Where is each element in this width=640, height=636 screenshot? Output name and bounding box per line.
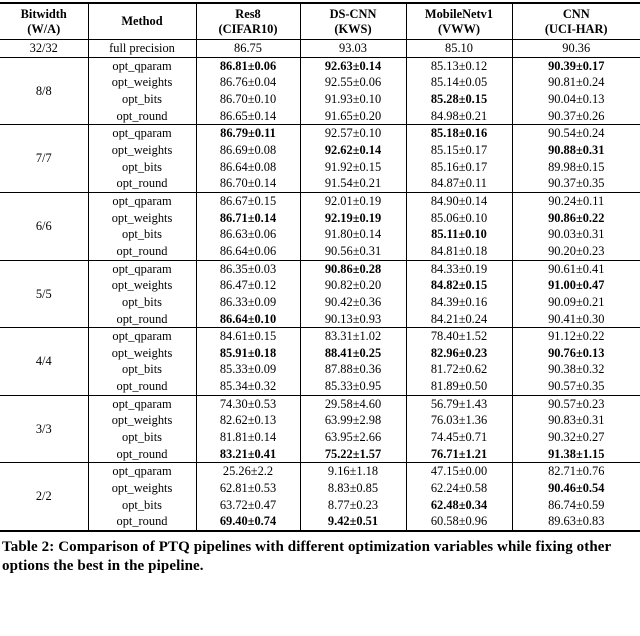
- value-cell: 86.75: [196, 40, 300, 58]
- value-cell: 90.37±0.35: [548, 176, 605, 191]
- value-cell: 90.36: [512, 40, 640, 58]
- method-cell: full precision: [88, 40, 196, 58]
- value-cell: 92.63±0.14: [300, 57, 406, 74]
- value-cell: 63.95±2.66: [300, 429, 406, 446]
- method-cell: opt_bits: [88, 226, 196, 243]
- table-row: [0, 311, 640, 328]
- value-cell: 90.54±0.24: [512, 125, 640, 142]
- table-row: [0, 328, 640, 345]
- method-cell: opt_bits: [88, 429, 196, 446]
- table-row: [0, 361, 640, 378]
- table-row: [0, 429, 640, 446]
- column-header-line: (UCI-HAR): [544, 21, 608, 36]
- value-cell: 86.76±0.04: [196, 74, 300, 91]
- value-cell: 85.34±0.32: [196, 378, 300, 395]
- value-cell: 85.14±0.05: [406, 74, 512, 91]
- value-cell: 84.90±0.14: [406, 192, 512, 209]
- method-cell: opt_round: [88, 311, 196, 328]
- method-cell: opt_bits: [88, 159, 196, 176]
- value-cell: 91.92±0.15: [300, 159, 406, 176]
- value-cell: 90.86±0.28: [300, 260, 406, 277]
- value-cell: 91.65±0.20: [300, 108, 406, 125]
- method-cell: opt_weights: [88, 412, 196, 429]
- table-row: [0, 378, 640, 395]
- value-cell: 91.12±0.22: [512, 328, 640, 345]
- value-cell: 62.48±0.34: [406, 497, 512, 514]
- value-cell: 86.71±0.14: [196, 210, 300, 227]
- method-cell: opt_weights: [88, 142, 196, 159]
- value-cell: 86.67±0.15: [196, 192, 300, 209]
- value-cell: 90.24±0.11: [512, 192, 640, 209]
- value-cell: 84.87±0.11: [406, 175, 512, 192]
- value-cell: 85.91±0.18: [196, 345, 300, 362]
- column-header: [88, 3, 196, 40]
- table-row: [0, 57, 640, 74]
- value-cell: 85.28±0.15: [406, 91, 512, 108]
- value-cell: 92.01±0.19: [300, 192, 406, 209]
- method-cell: opt_round: [88, 108, 196, 125]
- column-header: [0, 3, 88, 40]
- column-header: [406, 3, 512, 40]
- value-cell: 76.71±1.21: [406, 446, 512, 463]
- value-cell: 86.33±0.09: [196, 294, 300, 311]
- method-cell: opt_bits: [88, 497, 196, 514]
- value-cell: 86.81±0.06: [196, 57, 300, 74]
- value-cell: 82.71±0.76: [512, 463, 640, 480]
- value-cell: 91.54±0.21: [300, 175, 406, 192]
- bitwidth-cell: 7/7: [0, 125, 88, 193]
- value-cell: 86.64±0.06: [196, 243, 300, 260]
- method-cell: opt_bits: [88, 91, 196, 108]
- value-cell: 85.18±0.16: [406, 125, 512, 142]
- table-row: [0, 210, 640, 227]
- value-cell: 29.58±4.60: [300, 395, 406, 412]
- value-cell: 88.41±0.25: [300, 345, 406, 362]
- value-cell: 81.81±0.14: [196, 429, 300, 446]
- table-row: [0, 40, 640, 58]
- value-cell: 85.33±0.09: [196, 361, 300, 378]
- column-header-line: CNN: [562, 7, 590, 21]
- value-cell: 92.19±0.19: [300, 210, 406, 227]
- table-row: [0, 497, 640, 514]
- value-cell: 25.26±2.2: [196, 463, 300, 480]
- table-row: [0, 412, 640, 429]
- method-cell: opt_round: [88, 243, 196, 260]
- method-cell: opt_bits: [88, 361, 196, 378]
- column-header: [196, 3, 300, 40]
- table-row: [0, 91, 640, 108]
- table-row: [0, 226, 640, 243]
- value-cell: 84.21±0.24: [406, 311, 512, 328]
- value-cell: 78.40±1.52: [406, 328, 512, 345]
- value-cell: 86.64±0.08: [196, 159, 300, 176]
- value-cell: 90.76±0.13: [548, 345, 605, 360]
- table-row: [0, 125, 640, 142]
- table-row: [0, 294, 640, 311]
- table-row: [0, 480, 640, 497]
- table-row: [0, 159, 640, 176]
- table-row: [0, 260, 640, 277]
- column-header-line: MobileNetv1: [424, 7, 494, 21]
- value-cell: 92.62±0.14: [300, 142, 406, 159]
- table-row: [0, 74, 640, 91]
- table-caption: Table 2: Comparison of PTQ pipelines with different optimization variables while fixing other options the best in the pipeline.: [2, 539, 612, 574]
- column-header-line: Method: [121, 14, 163, 29]
- method-cell: opt_qparam: [88, 463, 196, 480]
- value-cell: 86.65±0.14: [196, 108, 300, 125]
- value-cell: 90.88±0.31: [548, 142, 605, 157]
- value-cell: 90.46±0.54: [548, 481, 605, 496]
- value-cell: 87.88±0.36: [300, 361, 406, 378]
- column-header-line: (VWW): [438, 21, 480, 36]
- method-cell: opt_weights: [88, 345, 196, 362]
- method-cell: opt_weights: [88, 210, 196, 227]
- value-cell: 90.09±0.21: [548, 294, 605, 309]
- header-row: [0, 3, 640, 40]
- value-cell: 90.42±0.36: [300, 294, 406, 311]
- column-header-line: Res8: [235, 7, 261, 21]
- value-cell: 86.35±0.03: [196, 260, 300, 277]
- value-cell: 91.00±0.47: [548, 278, 605, 293]
- value-cell: 91.93±0.10: [300, 91, 406, 108]
- table-row: [0, 395, 640, 412]
- table-row: [0, 142, 640, 159]
- table-row: [0, 243, 640, 260]
- column-header-line: (CIFAR10): [218, 21, 278, 36]
- value-cell: 85.06±0.10: [406, 210, 512, 227]
- value-cell: 90.38±0.32: [548, 362, 605, 377]
- value-cell: 92.55±0.06: [300, 74, 406, 91]
- value-cell: 90.57±0.35: [548, 379, 605, 394]
- value-cell: 86.74±0.59: [548, 497, 605, 512]
- value-cell: 85.16±0.17: [406, 159, 512, 176]
- value-cell: 90.20±0.23: [548, 243, 605, 258]
- value-cell: 86.63±0.06: [196, 226, 300, 243]
- value-cell: 8.77±0.23: [300, 497, 406, 514]
- method-cell: opt_qparam: [88, 125, 196, 142]
- value-cell: 84.39±0.16: [406, 294, 512, 311]
- value-cell: 9.16±1.18: [300, 463, 406, 480]
- value-cell: 62.24±0.58: [406, 480, 512, 497]
- bitwidth-cell: 2/2: [0, 463, 88, 531]
- value-cell: 90.81±0.24: [548, 75, 605, 90]
- value-cell: 91.80±0.14: [300, 226, 406, 243]
- value-cell: 9.42±0.51: [300, 513, 406, 531]
- table-header: [0, 3, 640, 40]
- method-cell: opt_qparam: [88, 328, 196, 345]
- value-cell: 83.21±0.41: [196, 446, 300, 463]
- value-cell: 81.89±0.50: [406, 378, 512, 395]
- value-cell: 82.62±0.13: [196, 412, 300, 429]
- method-cell: opt_round: [88, 378, 196, 395]
- value-cell: 86.70±0.14: [196, 175, 300, 192]
- value-cell: 86.64±0.10: [196, 311, 300, 328]
- method-cell: opt_qparam: [88, 192, 196, 209]
- value-cell: 86.69±0.08: [196, 142, 300, 159]
- bitwidth-cell: 8/8: [0, 57, 88, 125]
- column-header: [512, 3, 640, 40]
- value-cell: 81.72±0.62: [406, 361, 512, 378]
- method-cell: opt_round: [88, 175, 196, 192]
- value-cell: 85.15±0.17: [406, 142, 512, 159]
- value-cell: 89.63±0.83: [548, 514, 605, 529]
- method-cell: opt_round: [88, 446, 196, 463]
- value-cell: 85.13±0.12: [406, 57, 512, 74]
- method-cell: opt_qparam: [88, 57, 196, 74]
- bitwidth-cell: 6/6: [0, 192, 88, 260]
- value-cell: 90.57±0.23: [512, 395, 640, 412]
- value-cell: 90.37±0.26: [548, 108, 605, 123]
- value-cell: 91.38±1.15: [548, 446, 605, 461]
- value-cell: 84.98±0.21: [406, 108, 512, 125]
- value-cell: 90.56±0.31: [300, 243, 406, 260]
- bitwidth-cell: 4/4: [0, 328, 88, 396]
- results-table: [0, 2, 640, 532]
- value-cell: 85.33±0.95: [300, 378, 406, 395]
- value-cell: 85.10: [406, 40, 512, 58]
- table-row: [0, 192, 640, 209]
- table-body: [0, 40, 640, 532]
- value-cell: 90.13±0.93: [300, 311, 406, 328]
- value-cell: 76.03±1.36: [406, 412, 512, 429]
- table-row: [0, 277, 640, 294]
- value-cell: 90.39±0.17: [512, 57, 640, 74]
- value-cell: 86.47±0.12: [196, 277, 300, 294]
- value-cell: 62.81±0.53: [196, 480, 300, 497]
- value-cell: 63.99±2.98: [300, 412, 406, 429]
- table-row: [0, 463, 640, 480]
- method-cell: opt_weights: [88, 74, 196, 91]
- value-cell: 84.33±0.19: [406, 260, 512, 277]
- method-cell: opt_weights: [88, 277, 196, 294]
- table-row: [0, 108, 640, 125]
- table-row: [0, 446, 640, 463]
- method-cell: opt_bits: [88, 294, 196, 311]
- method-cell: opt_qparam: [88, 395, 196, 412]
- table-row: [0, 345, 640, 362]
- value-cell: 85.11±0.10: [406, 226, 512, 243]
- column-header-line: (KWS): [334, 21, 372, 36]
- method-cell: opt_round: [88, 513, 196, 531]
- value-cell: 86.79±0.11: [196, 125, 300, 142]
- value-cell: 82.96±0.23: [406, 345, 512, 362]
- value-cell: 90.61±0.41: [512, 260, 640, 277]
- value-cell: 8.83±0.85: [300, 480, 406, 497]
- value-cell: 47.15±0.00: [406, 463, 512, 480]
- table-row: [0, 175, 640, 192]
- value-cell: 90.04±0.13: [548, 91, 605, 106]
- value-cell: 90.86±0.22: [548, 210, 605, 225]
- value-cell: 90.32±0.27: [548, 430, 605, 445]
- bitwidth-cell: 5/5: [0, 260, 88, 328]
- value-cell: 86.70±0.10: [196, 91, 300, 108]
- column-header-line: DS-CNN: [329, 7, 377, 21]
- value-cell: 74.45±0.71: [406, 429, 512, 446]
- value-cell: 93.03: [300, 40, 406, 58]
- value-cell: 90.41±0.30: [548, 311, 605, 326]
- column-header-line: Bitwidth: [20, 7, 67, 21]
- value-cell: 74.30±0.53: [196, 395, 300, 412]
- bitwidth-cell: 3/3: [0, 395, 88, 463]
- column-header: [300, 3, 406, 40]
- value-cell: 56.79±1.43: [406, 395, 512, 412]
- table-row: [0, 513, 640, 531]
- value-cell: 60.58±0.96: [406, 513, 512, 531]
- value-cell: 69.40±0.74: [196, 513, 300, 531]
- value-cell: 75.22±1.57: [300, 446, 406, 463]
- value-cell: 63.72±0.47: [196, 497, 300, 514]
- value-cell: 90.82±0.20: [300, 277, 406, 294]
- method-cell: opt_weights: [88, 480, 196, 497]
- value-cell: 83.31±1.02: [300, 328, 406, 345]
- value-cell: 90.03±0.31: [548, 227, 605, 242]
- value-cell: 84.81±0.18: [406, 243, 512, 260]
- method-cell: opt_qparam: [88, 260, 196, 277]
- column-header-line: (W/A): [27, 21, 61, 36]
- value-cell: 84.61±0.15: [196, 328, 300, 345]
- value-cell: 92.57±0.10: [300, 125, 406, 142]
- value-cell: 84.82±0.15: [406, 277, 512, 294]
- value-cell: 90.83±0.31: [548, 413, 605, 428]
- value-cell: 89.98±0.15: [548, 159, 605, 174]
- bitwidth-cell: 32/32: [0, 40, 88, 58]
